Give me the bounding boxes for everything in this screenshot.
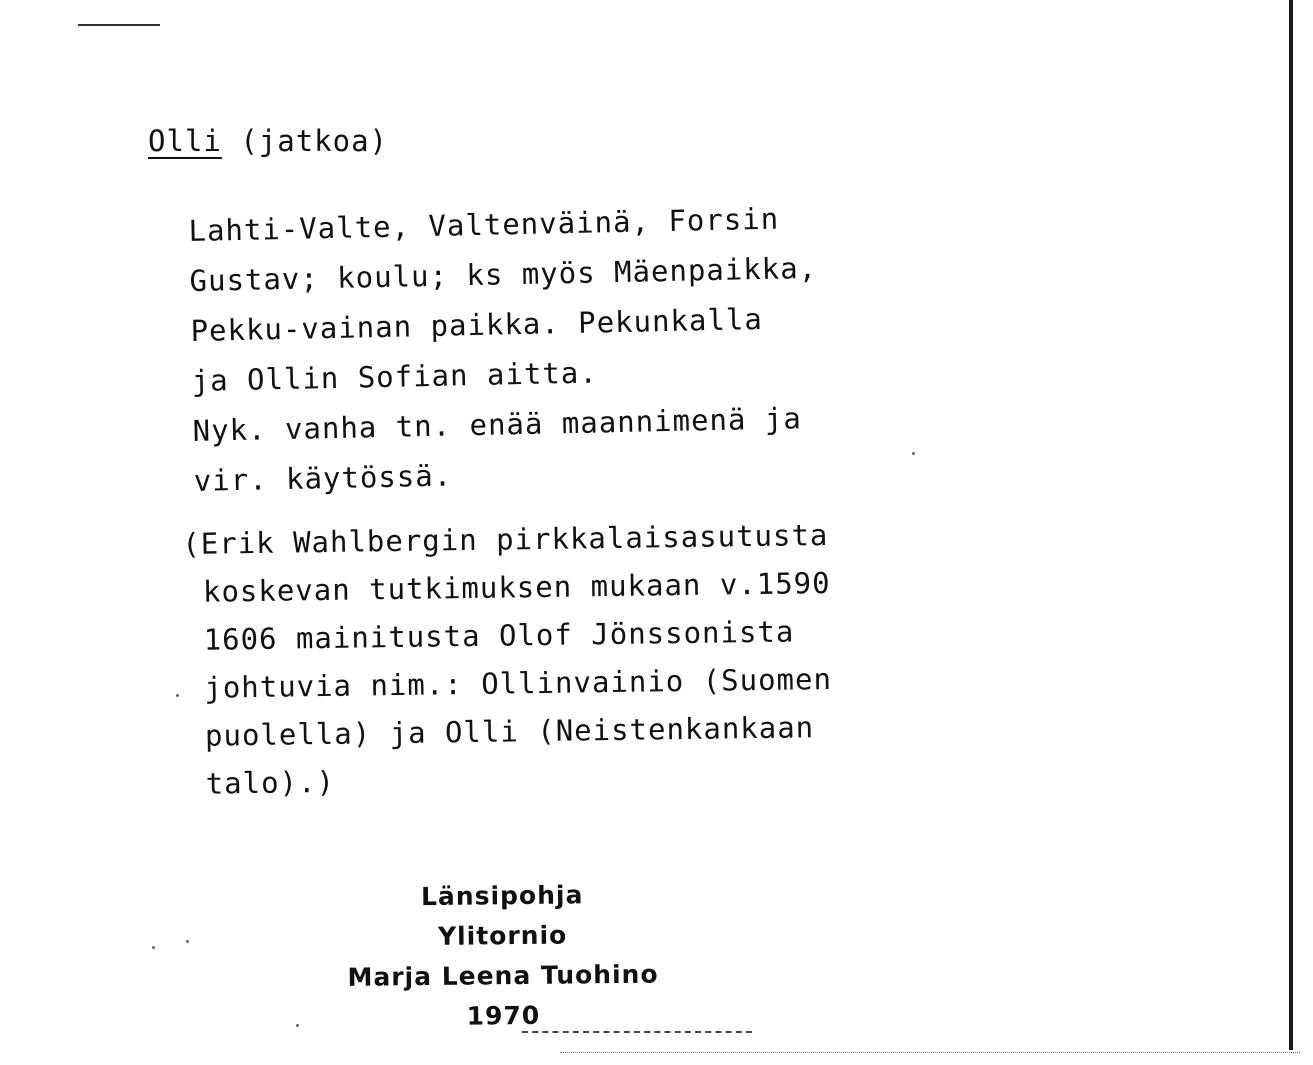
- ink-speck: [152, 946, 155, 949]
- ink-speck: [186, 940, 189, 943]
- paragraph-research-note: [182, 511, 834, 808]
- heading-suffix: (jatkoa): [240, 124, 388, 158]
- text-line: vir. käytössä.: [193, 458, 453, 498]
- card-heading: [148, 124, 388, 158]
- text-line: Gustav; koulu; ks myös Mäenpaikka,: [189, 250, 818, 298]
- text-line: 1606 mainitusta Olof Jönssonista: [203, 614, 795, 657]
- stamp-region: Länsipohja: [420, 880, 584, 912]
- ink-speck: [912, 452, 915, 455]
- text-line: talo).): [205, 764, 336, 801]
- top-dash-mark: [78, 24, 160, 26]
- collector-stamp: [332, 874, 674, 1038]
- stamp-collector: Marja Leena Tuohino: [347, 959, 659, 992]
- text-line: Pekku-vainan paikka. Pekunkalla: [190, 301, 764, 348]
- text-line: puolella) ja Olli (Neistenkankaan: [204, 710, 815, 753]
- year-underline: [522, 1031, 752, 1033]
- text-line: koskevan tutkimuksen mukaan v.1590: [202, 565, 831, 609]
- bottom-rule: [560, 1052, 1300, 1053]
- ink-speck: [296, 1024, 299, 1027]
- heading-name: Olli: [148, 124, 222, 158]
- stamp-parish: Ylitornio: [437, 920, 568, 951]
- text-line: ja Ollin Sofian aitta.: [191, 355, 599, 398]
- text-line: (Erik Wahlbergin pirkkalaisasutusta: [182, 517, 829, 561]
- paragraph-place-description: [188, 193, 822, 506]
- text-line: johtuvia nim.: Ollinvainio (Suomen: [204, 661, 833, 705]
- text-line: Nyk. vanha tn. enää maannimenä ja: [192, 401, 803, 448]
- ink-speck: [176, 694, 179, 697]
- card-right-edge: [1289, 0, 1293, 1050]
- stamp-year: 1970: [466, 1000, 541, 1031]
- text-line: Lahti-Valte, Valtenväinä, Forsin: [188, 201, 780, 248]
